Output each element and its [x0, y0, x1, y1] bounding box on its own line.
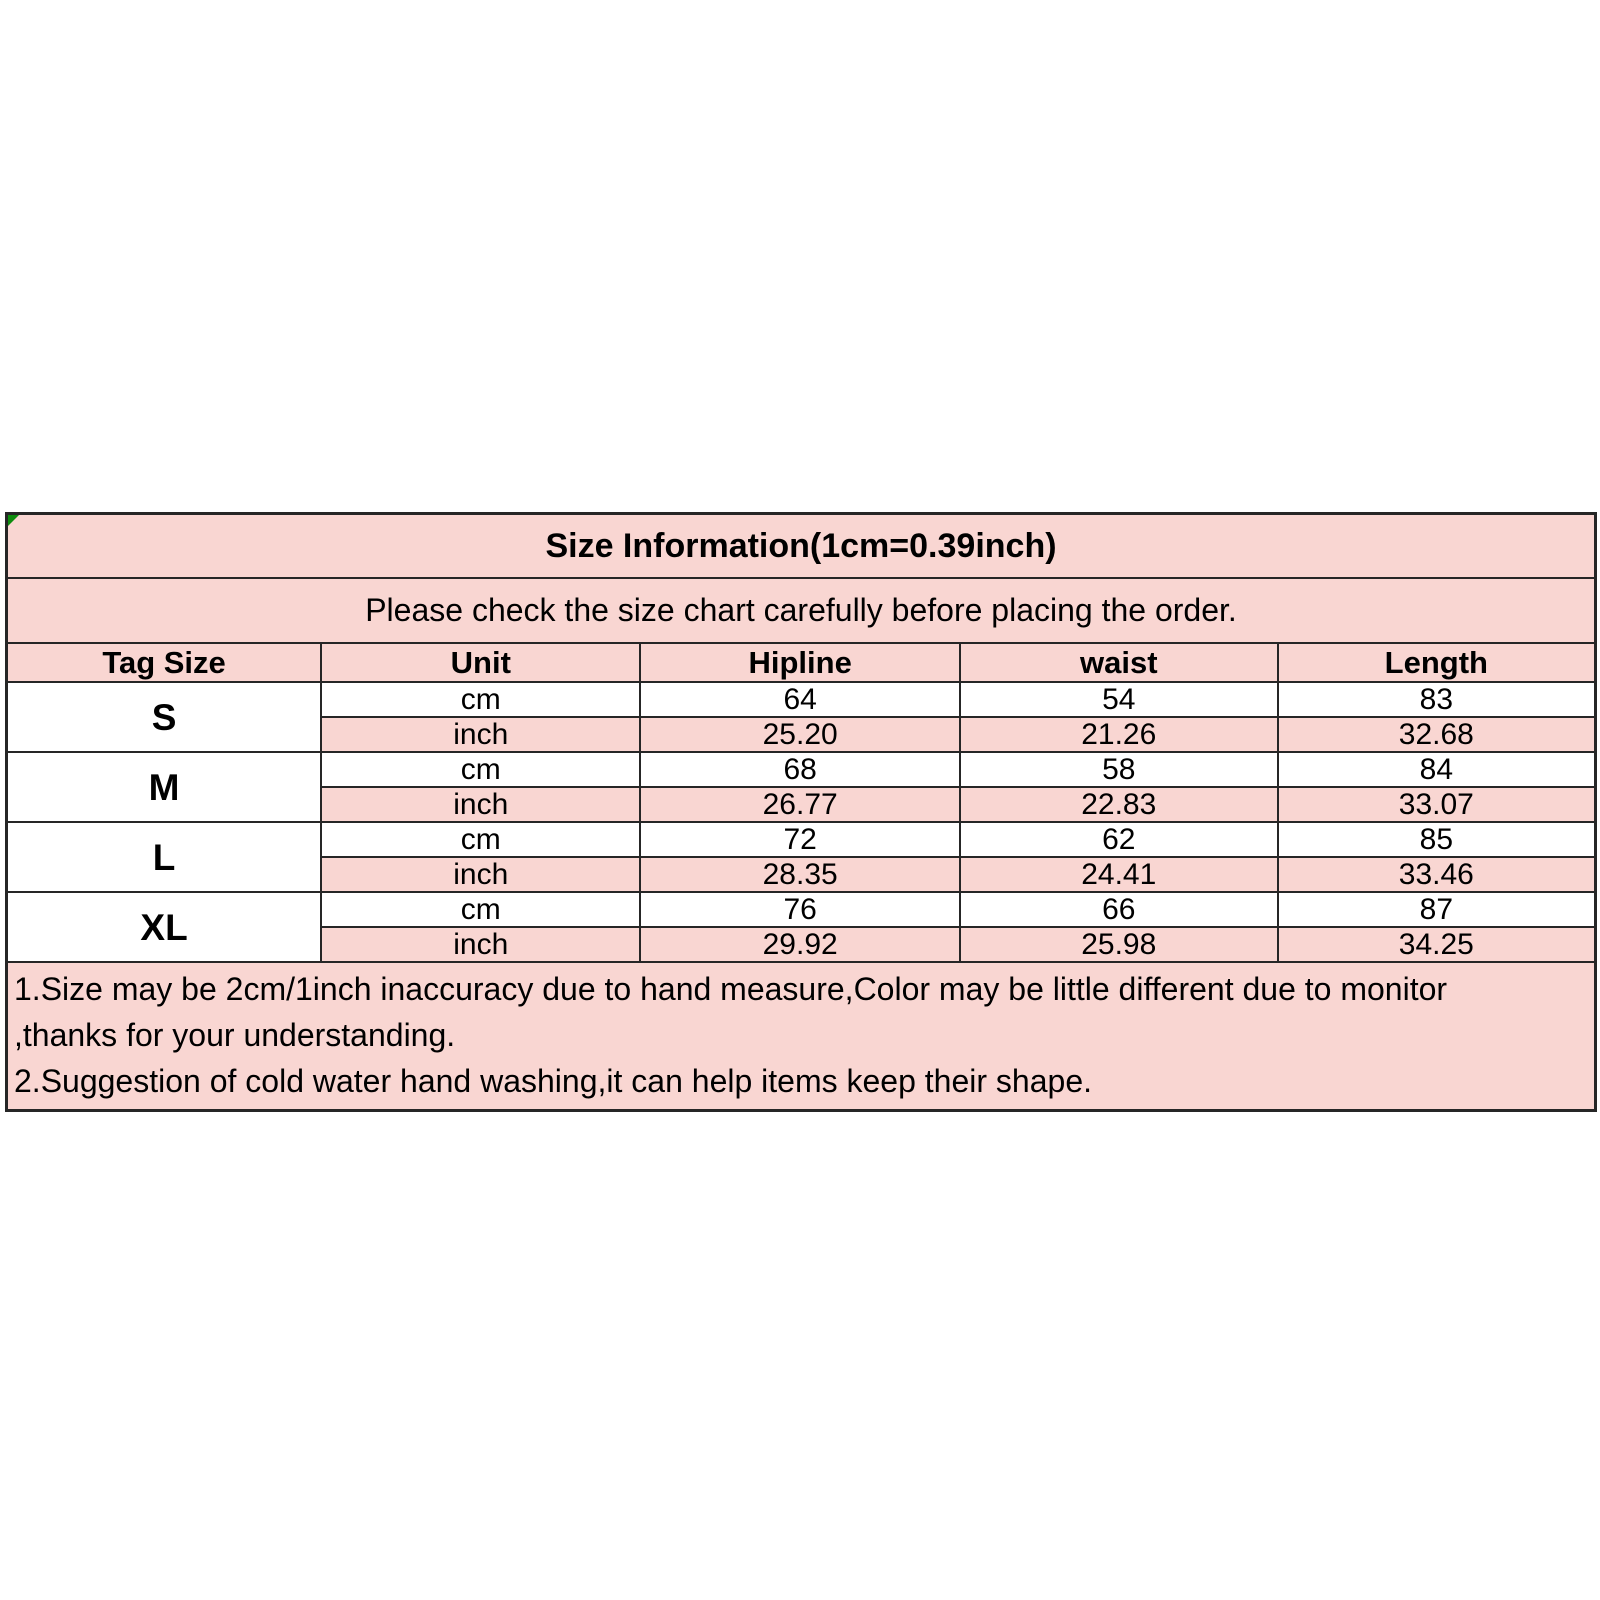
- value-cell: 85: [1278, 822, 1596, 857]
- spreadsheet-corner-marker-icon: [8, 515, 19, 526]
- value-cell: 58: [960, 752, 1278, 787]
- table-subtitle: Please check the size chart carefully before placing the order.: [7, 578, 1596, 643]
- value-cell: 83: [1278, 682, 1596, 717]
- size-chart: [5, 512, 1597, 1112]
- note-line-3: 2.Suggestion of cold water hand washing,it can help items keep their shape.: [14, 1063, 1092, 1099]
- tag-size-cell: XL: [7, 892, 322, 962]
- value-cell: 34.25: [1278, 927, 1596, 962]
- value-cell: 29.92: [640, 927, 959, 962]
- value-cell: 21.26: [960, 717, 1278, 752]
- value-cell: 68: [640, 752, 959, 787]
- value-cell: 24.41: [960, 857, 1278, 892]
- value-cell: 33.07: [1278, 787, 1596, 822]
- value-cell: 28.35: [640, 857, 959, 892]
- column-header-tag-size: Tag Size: [7, 643, 322, 682]
- value-cell: 62: [960, 822, 1278, 857]
- value-cell: 66: [960, 892, 1278, 927]
- value-cell: 76: [640, 892, 959, 927]
- notes-cell: [7, 962, 1596, 1111]
- value-cell: 26.77: [640, 787, 959, 822]
- tag-size-cell: M: [7, 752, 322, 822]
- column-header-length: Length: [1278, 643, 1596, 682]
- value-cell: 84: [1278, 752, 1596, 787]
- column-header-waist: waist: [960, 643, 1278, 682]
- value-cell: 87: [1278, 892, 1596, 927]
- column-header-unit: Unit: [321, 643, 640, 682]
- unit-cell: cm: [321, 892, 640, 927]
- tag-size-cell: L: [7, 822, 322, 892]
- note-line-1: 1.Size may be 2cm/1inch inaccuracy due to hand measure,Color may be little different due to monitor: [14, 971, 1448, 1007]
- value-cell: 32.68: [1278, 717, 1596, 752]
- unit-cell: cm: [321, 682, 640, 717]
- column-header-hipline: Hipline: [640, 643, 959, 682]
- size-chart-table: [5, 512, 1597, 1112]
- value-cell: 22.83: [960, 787, 1278, 822]
- note-line-2: ,thanks for your understanding.: [14, 1017, 456, 1053]
- unit-cell: inch: [321, 717, 640, 752]
- unit-cell: cm: [321, 822, 640, 857]
- unit-cell: inch: [321, 857, 640, 892]
- unit-cell: inch: [321, 927, 640, 962]
- value-cell: 54: [960, 682, 1278, 717]
- value-cell: 72: [640, 822, 959, 857]
- value-cell: 25.20: [640, 717, 959, 752]
- unit-cell: inch: [321, 787, 640, 822]
- table-title: Size Information(1cm=0.39inch): [7, 514, 1596, 579]
- value-cell: 33.46: [1278, 857, 1596, 892]
- unit-cell: cm: [321, 752, 640, 787]
- value-cell: 25.98: [960, 927, 1278, 962]
- tag-size-cell: S: [7, 682, 322, 752]
- value-cell: 64: [640, 682, 959, 717]
